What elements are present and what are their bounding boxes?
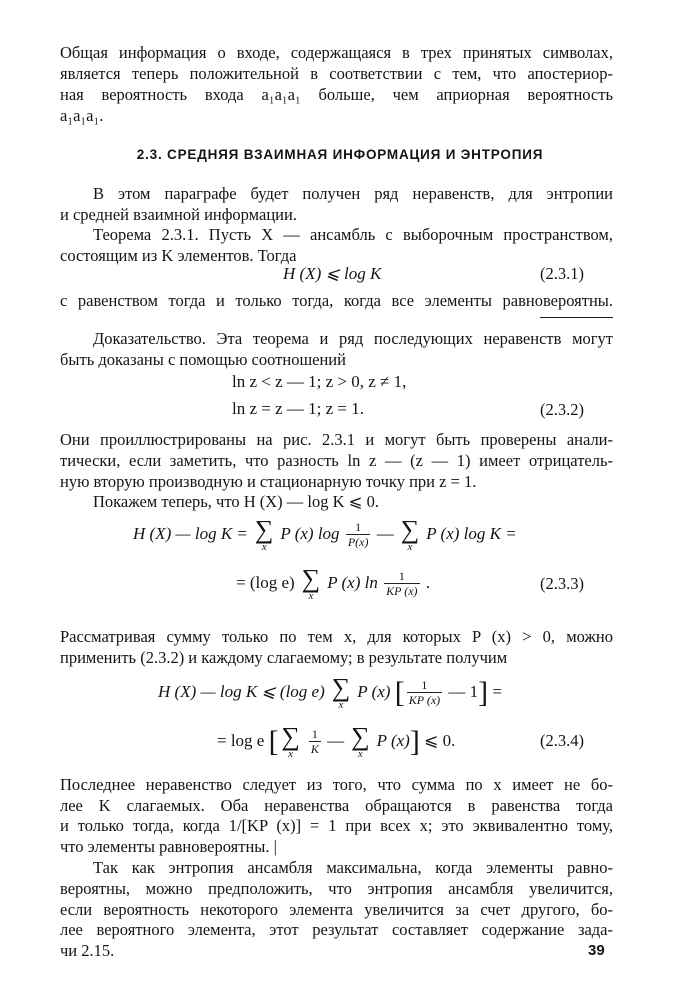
- eq4-end: ⩽ 0.: [424, 730, 456, 750]
- proof-line: быть доказаны с помощью соотношений: [60, 350, 346, 369]
- intro-line: и средней взаимной информации.: [60, 205, 297, 224]
- page-number: 39: [588, 942, 605, 959]
- section-heading: 2.3. СРЕДНЯЯ ВЗАИМНАЯ ИНФОРМАЦИЯ И ЭНТРОПИЯ: [136, 147, 544, 162]
- sum-symbol: ∑ x: [301, 564, 321, 602]
- eq3-line2-left: = (log e): [236, 572, 295, 592]
- conclusion-line: и только тогда, когда 1/[KP (x)] = 1 при всех x; это эквивалентно тому,: [60, 816, 613, 835]
- consider-line: применить (2.3.2) и каждому слагаемому; в результате получим: [60, 648, 508, 667]
- sum-symbol: ∑ x: [331, 673, 351, 711]
- proof-after-line: ную вторую производную и стационарную точку при z = 1.: [60, 472, 477, 491]
- paragraph1-line: Общая информация о входе, содержащаяся в трех принятых символах,: [60, 43, 613, 62]
- equation-2-3-3-line1: [133, 515, 517, 553]
- right-bracket: ]: [478, 676, 489, 709]
- proof-separator-rule: [540, 317, 613, 318]
- fraction-numerator: 1: [309, 728, 321, 742]
- equation-2-3-3-line2: [236, 564, 431, 602]
- sum-symbol: ∑ x: [254, 515, 274, 553]
- paragraph1-line: ная вероятность входа a₁a₁a₁ больше, чем априорная вероятность: [60, 85, 613, 104]
- proof-after-line: Они проиллюстрированы на рис. 2.3.1 и могут быть проверены анали-: [60, 430, 613, 449]
- fraction-numerator: 1: [346, 521, 371, 535]
- eq3-term-a: P (x) log: [280, 523, 340, 543]
- fraction-denominator: KP (x): [386, 584, 418, 598]
- sum-subscript: x: [288, 748, 294, 760]
- left-bracket: [: [394, 676, 405, 709]
- consider-line: Рассматривая сумму только по тем x, для которых P (x) > 0, можно: [60, 627, 613, 646]
- final-line: лее вероятного элемента, этот результат составляет содержание зада-: [60, 920, 613, 939]
- proof-after-line: тически, если заметить, что разность ln z — (z — 1) имеет отрицатель-: [60, 451, 613, 470]
- sum-subscript: x: [308, 590, 314, 602]
- final-line: Так как энтропия ансамбля максимальна, когда элементы равно-: [93, 858, 613, 877]
- eq3-term-c: P (x) ln: [327, 572, 378, 592]
- fraction: [384, 570, 419, 598]
- fraction-denominator: K: [310, 742, 319, 756]
- equation-number-2-3-4: (2.3.4): [540, 731, 584, 750]
- equation-2-3-2-line1: ln z < z — 1; z > 0, z ≠ 1,: [232, 372, 407, 391]
- eq3-left: H (X) — log K =: [133, 523, 248, 543]
- sum-subscript: x: [357, 748, 363, 760]
- sum-symbol: ∑ x: [351, 722, 370, 760]
- final-line: вероятны, можно предположить, что энтропия ансамбля увеличится,: [60, 879, 613, 898]
- conclusion-line: что элементы равновероятны. |: [60, 837, 277, 856]
- paragraph1-line: является теперь положительной в соответствии с тем, что апостериор-: [60, 64, 613, 83]
- sum-subscript: x: [261, 541, 267, 553]
- eq4-eq-sign: =: [492, 681, 502, 701]
- eq4-line2-left: = log e: [217, 730, 265, 750]
- theorem-line: состоящим из K элементов. Тогда: [60, 246, 297, 265]
- fraction: [407, 679, 442, 707]
- fraction: [346, 521, 371, 549]
- final-line: если вероятность некоторого элемента увеличится за счет другого, бо-: [60, 900, 613, 919]
- proof-show-line: Покажем теперь, что H (X) — log K ⩽ 0.: [93, 492, 379, 511]
- theorem-equation: H (X) ⩽ log K: [283, 264, 382, 283]
- eq3-end: .: [425, 572, 431, 592]
- sum-subscript: x: [338, 699, 344, 711]
- proof-line: Доказательство. Эта теорема и ряд последующих неравенств могут: [93, 329, 613, 348]
- eq3-minus: —: [376, 523, 394, 543]
- eq3-term-b: P (x) log K =: [426, 523, 517, 543]
- eq4-minus-one: — 1: [448, 681, 479, 701]
- sum-symbol: ∑ x: [281, 722, 300, 760]
- left-bracket: [: [268, 725, 279, 758]
- fraction-denominator: KP (x): [408, 693, 441, 707]
- equation-2-3-2-line2: ln z = z — 1; z = 1.: [232, 399, 365, 418]
- sum-symbol: ∑ x: [400, 515, 420, 553]
- eq4-term-b: P (x): [376, 730, 410, 750]
- equation-number-2-3-3: (2.3.3): [540, 574, 584, 593]
- theorem-line: Теорема 2.3.1. Пусть X — ансамбль с выборочным пространством,: [93, 225, 613, 244]
- right-bracket: ]: [409, 725, 420, 758]
- conclusion-line: Последнее неравенство следует из того, что сумма по x имеет не бо-: [60, 775, 613, 794]
- sum-subscript: x: [407, 541, 413, 553]
- theorem-after-line: с равенством тогда и только тогда, когда все элементы равновероятны.: [60, 291, 613, 310]
- equation-number-2-3-1: (2.3.1): [540, 264, 584, 283]
- eq4-left: H (X) — log K ⩽ (log e): [158, 681, 325, 701]
- conclusion-line: лее K слагаемых. Оба неравенства обращаются в равенства тогда: [60, 796, 613, 815]
- equation-2-3-4-line2: = log e [ ∑ x $\frac{1}{K}$ — ∑ x P (x)] ⩽ 0.: [217, 722, 456, 760]
- equation-number-2-3-2: (2.3.2): [540, 400, 584, 419]
- eq4-term-a: P (x): [357, 681, 391, 701]
- final-line: чи 2.15.: [60, 941, 115, 960]
- fraction-numerator: 1: [384, 570, 419, 584]
- equation-2-3-4-line1: [158, 673, 502, 711]
- paragraph1-line: a₁a₁a₁.: [60, 106, 104, 125]
- fraction: [309, 728, 321, 756]
- intro-line: В этом параграфе будет получен ряд неравенств, для энтропии: [93, 184, 613, 203]
- fraction-denominator: P(x): [347, 535, 369, 549]
- fraction-numerator: 1: [407, 679, 442, 693]
